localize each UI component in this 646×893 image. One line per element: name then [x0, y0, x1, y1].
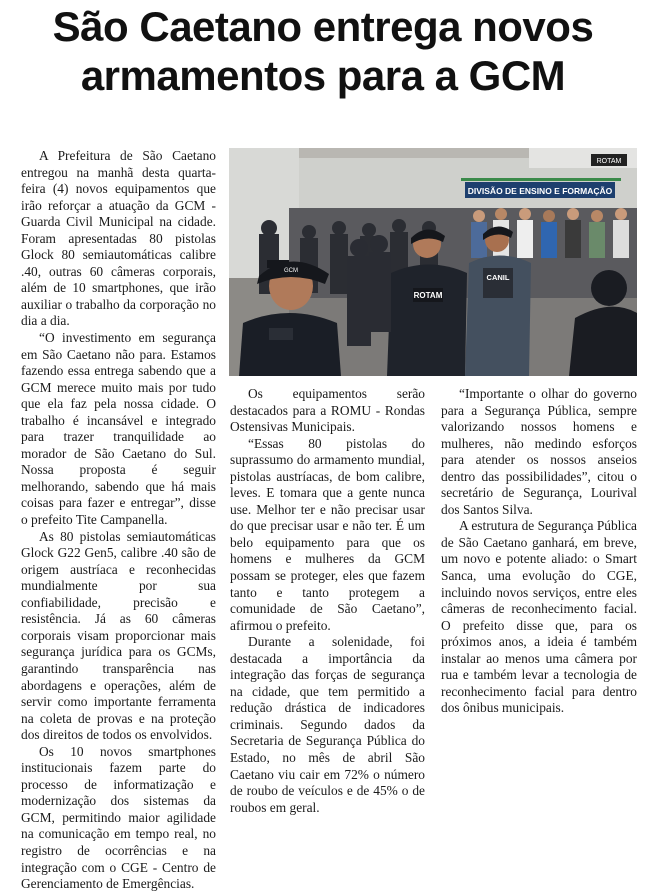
paragraph-2: “O investimento em segurança em São Caetano não para. Estamos fazendo essa entrega sabendo que a GCM merece muito mais por tudo que ela faz pela nossa cidade. O trabalho é incansável e integrado para trazer tranquilidade ao morador de São Caetano do Sul. Nossa proposta é seguir melhorando, sabendo que há mais coisas para fazer e entregar”, disse o prefeito Tite Campanella. [21, 330, 216, 528]
article-column-1 [21, 148, 216, 893]
paragraph-7: Durante a solenidade, foi destacada a importância da integração das forças de segurança na cidade, que tem permitido a redução drástica de indicadores criminais. Segundo dados da Secretaria de Segurança Pública do Estado, no mês de abril São Caetano viu cair em 72% o número de roubo de veículos e de 45% o de roubos em geral. [230, 634, 425, 815]
sign-text: ROTAM [596, 158, 622, 165]
paragraph-9: A estrutura de Segurança Pública de São Caetano ganhará, em breve, um novo e potente aliado: o Smart Sanca, uma evolução do CGE, incluindo novos serviços, entre eles câmeras de reconhecimento facial. O prefeito disse que, para os próximos anos, a ideia é também instalar ao menos uma câmera por rua e também levar a tecnologia de reconhecimento facial para dentro dos ônibus municipais. [441, 518, 637, 716]
paragraph-4: Os 10 novos smartphones institucionais fazem parte do processo de informatização e modernização dos sistemas da GCM, permitindo maior agilidade na comunicação em tempo real, no registro de ocorrências e na integração com o CGE - Centro de Gerenciamento de Emergências. [21, 743, 216, 892]
paragraph-8: “Importante o olhar do governo para a Segurança Pública, sempre valorizando nossos homens e mulheres, não medindo esforços para atender os nossos anseios dentro das possibilidades”, citou o secretário de Segurança, Lourival dos Santos Silva. [441, 386, 637, 517]
paragraph-1: A Prefeitura de São Caetano entregou na manhã desta quarta-feira (4) novos equipamentos que irão reforçar a atuação da GCM - Guarda Civil Municipal na cidade. Foram apresentadas 80 pistolas Glock 80 semiautomáticas calibre .40, outras 60 câmeras corporais, além de 10 smartphones, que irão auxiliar o trabalho da corporação no dia a dia. [21, 148, 216, 329]
vest-label-rotam: ROTAM [413, 291, 443, 300]
article-column-2 [230, 386, 425, 816]
article-photo [229, 148, 637, 376]
article-column-3 [441, 386, 637, 717]
paragraph-3: As 80 pistolas semiautomáticas Glock G22 Gen5, calibre .40 são de origem austríaca e reconhecidas mundialmente por sua confiabilidade, precisão e resistência. Já as 60 câmeras corporais visam proporcionar mais segurança jurídica para os GCMs, garantindo transparência nas abordagens e operações, além de servir como importante ferramenta na coleta de provas e na proteção dos direitos de todos os envolvidos. [21, 528, 216, 743]
vest-label-gcm: GCM [284, 268, 298, 274]
paragraph-5: Os equipamentos serão destacados para a ROMU - Rondas Ostensivas Municipais. [230, 386, 425, 435]
headline: São Caetano entrega novos armamentos para a GCM [52, 3, 594, 99]
banner-text: DIVISÃO DE ENSINO E FORMAÇÃO [467, 186, 613, 196]
paragraph-6: “Essas 80 pistolas do suprassumo do armamento mundial, pistolas austríacas, de bom calibre, leves. E tomara que a gente nunca use. Melhor ter e não precisar usar do que precisar usar e não ter. É um belo equipamento para que os homens e mulheres da GCM possam se proteger, eles que fazem tanto e tanto protegem a comunidade de São Caetano”, afirmou o prefeito. [230, 435, 425, 633]
vest-label-canil: CANIL [486, 273, 510, 282]
